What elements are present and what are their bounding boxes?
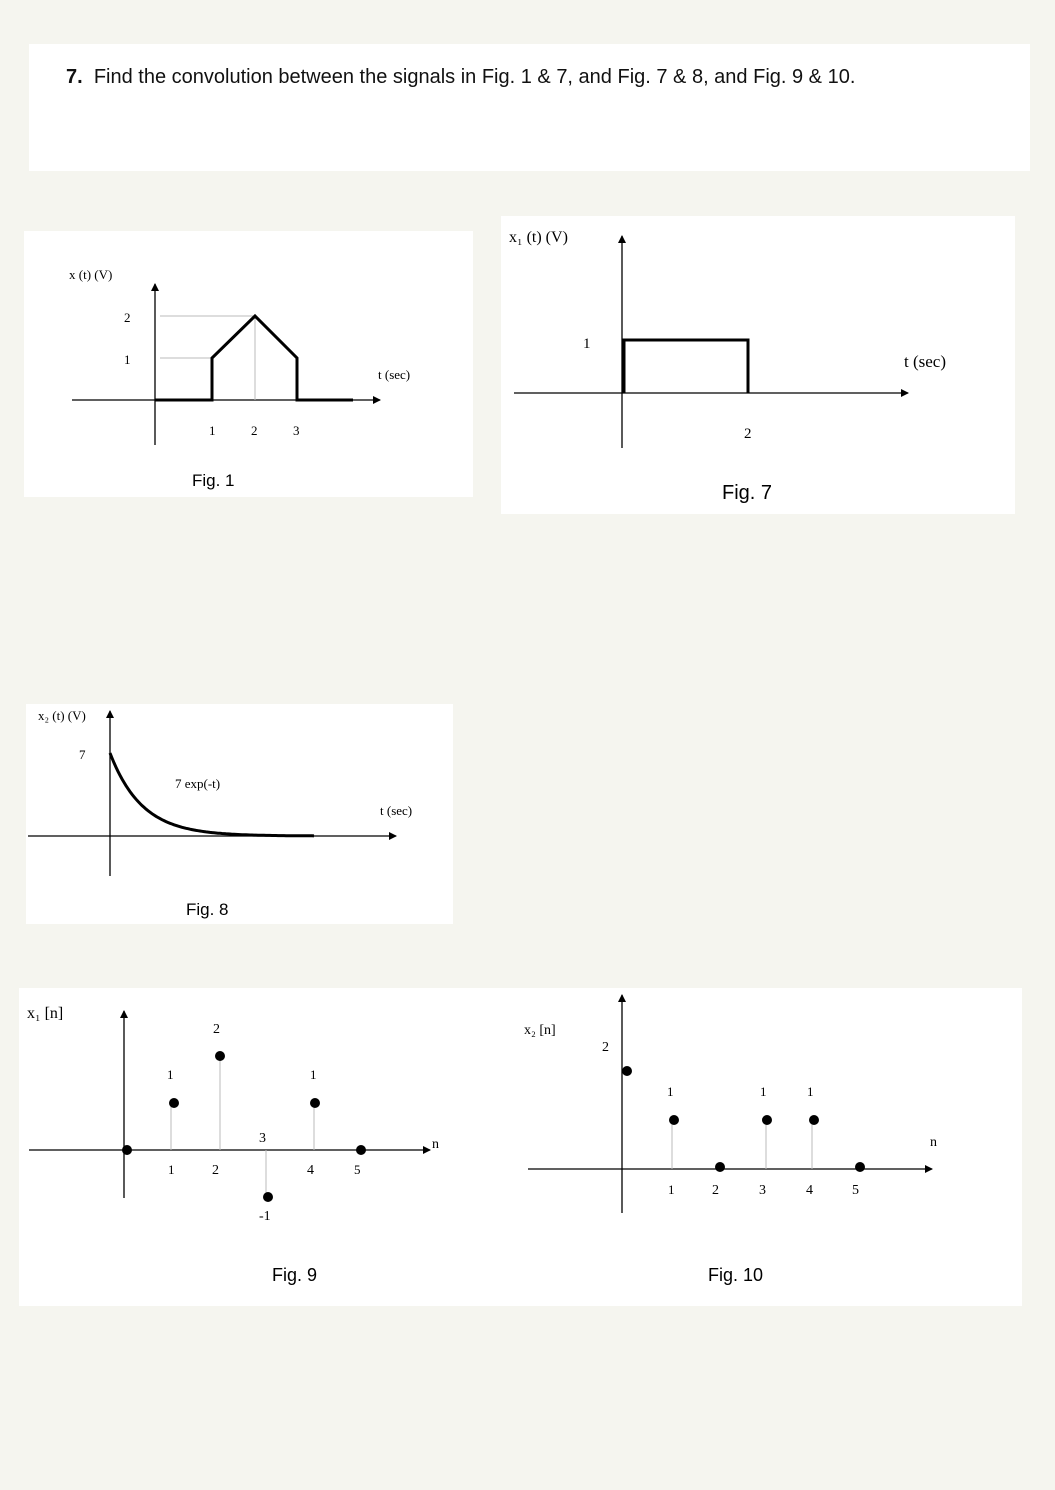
fig8-ytick-7: 7 bbox=[79, 747, 86, 762]
fig10-xtick-4: 4 bbox=[806, 1183, 813, 1198]
fig1-ytick-1: 1 bbox=[124, 352, 131, 367]
fig10-point-5 bbox=[855, 1162, 865, 1172]
fig10-point-3 bbox=[762, 1115, 772, 1125]
fig9-point-1 bbox=[169, 1098, 179, 1108]
fig1-xtick-2: 2 bbox=[251, 423, 258, 438]
fig10-xtick-2: 2 bbox=[712, 1183, 719, 1198]
question-body: Find the convolution between the signals in Fig. 1 & 7, and Fig. 7 & 8, and Fig. 9 & 10. bbox=[93, 66, 856, 88]
fig7 bbox=[509, 229, 946, 504]
fig10-ylabel: x₂ [n] bbox=[524, 1023, 556, 1038]
fig1-ytick-2: 2 bbox=[124, 310, 131, 325]
fig9-xtick-2: 2 bbox=[212, 1163, 219, 1178]
fig7-xtick-2: 2 bbox=[744, 426, 752, 442]
fig8-xlabel: t (sec) bbox=[380, 803, 413, 818]
fig9-point-4 bbox=[310, 1098, 320, 1108]
fig10-plabel-1a: 1 bbox=[667, 1084, 674, 1099]
fig10-plabel-1b: 1 bbox=[760, 1084, 767, 1099]
fig9-ylabel: x₁ [n] bbox=[27, 1005, 64, 1022]
fig9-plabel-2: 2 bbox=[213, 1022, 220, 1037]
fig9-plabel-1: 1 bbox=[167, 1067, 174, 1082]
fig10-point-1 bbox=[669, 1115, 679, 1125]
fig9-point-0 bbox=[122, 1145, 132, 1155]
fig9-xtick-5: 5 bbox=[354, 1162, 361, 1177]
fig10-plabel-2: 2 bbox=[602, 1040, 609, 1055]
fig8-ylabel: x₂ (t) (V) bbox=[38, 708, 86, 723]
fig9-plabel-4: 1 bbox=[310, 1067, 317, 1082]
fig8-expression: 7 exp(-t) bbox=[175, 776, 221, 791]
fig10-xtick-1: 1 bbox=[668, 1182, 675, 1197]
fig1-ylabel: x (t) (V) bbox=[69, 267, 113, 282]
fig8 bbox=[28, 708, 412, 919]
fig9-point-2 bbox=[215, 1051, 225, 1061]
fig9-point-3 bbox=[263, 1192, 273, 1202]
fig1 bbox=[69, 267, 410, 490]
fig9-xtick-1: 1 bbox=[168, 1162, 175, 1177]
fig9 bbox=[27, 1005, 439, 1285]
fig8-signal bbox=[110, 753, 314, 836]
fig10-point-0 bbox=[622, 1066, 632, 1076]
fig9-plabel-neg1: -1 bbox=[259, 1209, 271, 1224]
fig10-xlabel: n bbox=[930, 1135, 937, 1150]
fig1-xlabel: t (sec) bbox=[378, 367, 411, 382]
fig10-xtick-5: 5 bbox=[852, 1183, 859, 1198]
fig1-xtick-1: 1 bbox=[209, 423, 216, 438]
fig10-point-4 bbox=[809, 1115, 819, 1125]
fig10-plabel-1c: 1 bbox=[807, 1084, 814, 1099]
fig1-xtick-3: 3 bbox=[293, 423, 300, 438]
fig8-caption: Fig. 8 bbox=[186, 900, 229, 919]
fig7-ylabel: x₁ (t) (V) bbox=[509, 229, 568, 246]
question-number: 7. bbox=[66, 66, 83, 88]
fig7-signal bbox=[624, 340, 748, 393]
fig10-point-2 bbox=[715, 1162, 725, 1172]
fig9-plabel-3: 3 bbox=[259, 1131, 266, 1146]
fig10-xtick-3: 3 bbox=[759, 1183, 766, 1198]
fig10 bbox=[524, 995, 937, 1285]
fig7-xlabel: t (sec) bbox=[904, 352, 947, 371]
fig9-point-5 bbox=[356, 1145, 366, 1155]
fig9-caption: Fig. 9 bbox=[272, 1265, 318, 1285]
fig1-caption: Fig. 1 bbox=[192, 471, 235, 490]
fig7-caption: Fig. 7 bbox=[722, 482, 773, 504]
fig10-caption: Fig. 10 bbox=[708, 1265, 764, 1285]
fig9-xlabel: n bbox=[432, 1137, 439, 1152]
fig7-ytick-1: 1 bbox=[583, 336, 591, 352]
fig9-xtick-4: 4 bbox=[307, 1163, 314, 1178]
